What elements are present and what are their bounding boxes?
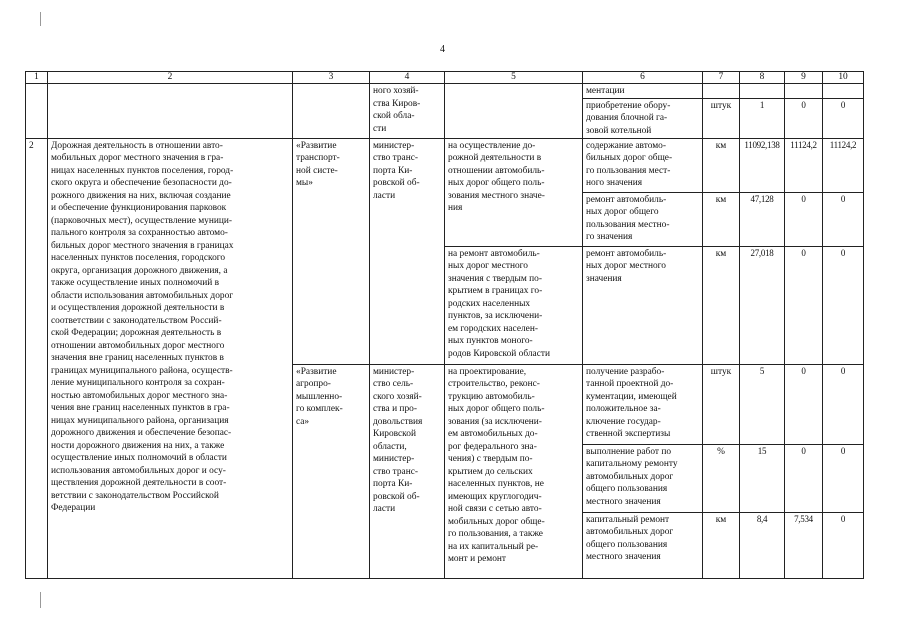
header-cell: 10 [823,72,864,84]
unit-cell: км [703,138,740,192]
value-cell: 0 [785,444,823,512]
value-cell: 27,018 [740,246,785,364]
value-cell: 0 [823,364,864,444]
subsidy-direction: на ремонт автомобиль- ных дорог местного значения с твердым по- крытием в границах го- родских населенных пунктов, за исключени- ем городских населен- ных пунктов моного- родов Кировской области [445,246,583,364]
program-name: «Развитие транспорт- ной систе- мы» [293,138,370,364]
page-number: 4 [440,44,445,55]
indicator-cell: приобретение обору- дования блочной га- зовой котельной [583,98,703,138]
program-table [25,71,864,579]
header-cell: 3 [293,72,370,84]
table-row [26,84,864,99]
header-cell: 9 [785,72,823,84]
header-cell: 6 [583,72,703,84]
header-cell: 1 [26,72,48,84]
scan-edge-mark-top [40,12,41,26]
table-row [26,138,864,192]
value-cell: 47,128 [740,192,785,246]
unit-cell: км [703,512,740,578]
row-number: 2 [26,138,48,578]
program-name: «Развитие агропро- мышленно- го комплек- са» [293,364,370,578]
unit-cell: км [703,192,740,246]
indicator-cell: получение разрабо- танной проектной до- кументации, имеющей положительное за- ключение государ- ственной экспертизы [583,364,703,444]
header-cell: 5 [445,72,583,84]
value-cell: 0 [823,192,864,246]
value-cell: 0 [785,98,823,138]
header-cell: 2 [48,72,293,84]
value-cell: 15 [740,444,785,512]
value-cell: 0 [823,98,864,138]
indicator-cell: ремонт автомобиль- ных дорог местного значения [583,246,703,364]
scan-edge-mark-bottom [40,592,41,608]
activity-description: Дорожная деятельность в отношении авто- мобильных дорог местного значения в гра- ницах населенных пунктов поселения, город- ского округа и обеспечение безопасности до- рожного движения на них, включая создание и обеспечение функционирования парковок (парковочных мест), осуществление муници- пального контроля за сохранностью автомо- бильных дорог местного значения в границах населенных пунктов поселения, городского округа, организация дорожного движения, а также осуществление иных полномочий в области использования автомобильных дорог и осуществления дорожной деятельности в соответствии с законодательством Россий- ской Федерации; дорожная деятельность в отношении автомобильных дорог местного значения вне границ населенных пунктов в границах муниципального района, осуществ- ление муниципального контроля за сохран- ностью автомобильных дорог местного зна- чения вне границ населенных пунктов в гра- ницах муниципального района, организация дорожного движения и обеспечение безопас- ности дорожного движения на них, а также осуществление иных полномочий в области использования автомобильных дорог и осу- ществления дорожной деятельности в соот- ветствии с законодательством Российской Федерации [48,138,293,578]
value-cell: 0 [785,364,823,444]
value-cell: 0 [785,246,823,364]
value-cell: 5 [740,364,785,444]
value-cell: 0 [823,444,864,512]
subsidy-direction: на осуществление до- рожной деятельности в отношении автомобиль- ных дорог общего поль- зования местного значе- ния [445,138,583,246]
value-cell: 0 [823,246,864,364]
column-number-row [26,72,864,84]
indicator-cell: ремонт автомобиль- ных дорог общего пользования местно- го значения [583,192,703,246]
responsible-ministry: министер- ство транс- порта Ки- ровской об- ласти [370,138,445,364]
indicator-cell: капитальный ремонт автомобильных дорог общего пользования местного значения [583,512,703,578]
continuation-ministry: ного хозяй- ства Киров- ской обла- сти [370,84,445,139]
value-cell: 8,4 [740,512,785,578]
header-cell: 8 [740,72,785,84]
indicator-cell: содержание автомо- бильных дорог обще- го пользования мест- ного значения [583,138,703,192]
subsidy-direction: на проектирование, строительство, реконс- трукцию автомобиль- ных дорог общего поль- зования (за исключени- ем автомобильных до- рог федерального зна- чения) с твердым по- крытием до сельских населенных пунктов, не имеющих круглогодич- ной связи с сетью авто- мобильных дорог обще- го пользования, а также на их капитальный ре- монт и ремонт [445,364,583,578]
unit-cell: штук [703,98,740,138]
unit-cell: % [703,444,740,512]
value-cell: 7,534 [785,512,823,578]
header-cell: 7 [703,72,740,84]
indicator-cell: выполнение работ по капитальному ремонту автомобильных дорог общего пользования местного значения [583,444,703,512]
value-cell: 1 [740,98,785,138]
value-cell: 0 [823,512,864,578]
value-cell: 11092,138 [740,138,785,192]
header-cell: 4 [370,72,445,84]
continuation-indicator-top: ментации [583,84,703,99]
value-cell: 11124,2 [823,138,864,192]
value-cell: 0 [785,192,823,246]
responsible-ministry: министер- ство сель- ского хозяй- ства и про- довольствия Кировской области, министер- ство транс- порта Ки- ровской об- ласти [370,364,445,578]
unit-cell: штук [703,364,740,444]
value-cell: 11124,2 [785,138,823,192]
unit-cell: км [703,246,740,364]
